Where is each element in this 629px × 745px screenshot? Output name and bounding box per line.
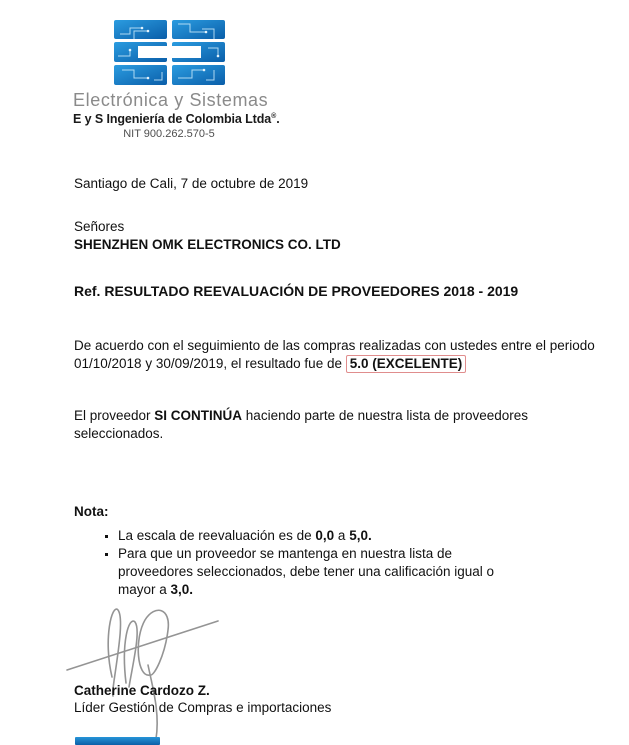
- status-emphasis: SI CONTINÚA: [154, 408, 243, 423]
- recipient-block: [74, 218, 341, 253]
- note1-mid: a: [334, 528, 350, 543]
- paragraph-status-tail: haciendo parte de nuestra lista de proveedores seleccionados.: [74, 408, 528, 441]
- note1-lead: La escala de reevaluación es de: [118, 528, 316, 543]
- signer-title: Líder Gestión de Compras e importaciones: [74, 700, 332, 715]
- registered-trademark-icon: ®: [271, 112, 277, 120]
- footer-blue-bar: [75, 737, 160, 745]
- letterhead: [73, 20, 280, 140]
- note1-max: 5,0.: [349, 528, 372, 543]
- note-item-scale: [118, 527, 526, 545]
- company-logo: [114, 20, 225, 85]
- signature-handwriting: [55, 597, 240, 745]
- company-legal-name: [73, 112, 280, 126]
- note2-lead: Para que un proveedor se mantenga en nuestra lista de proveedores seleccionados, debe tener una calificación igual o mayor a: [118, 546, 494, 597]
- brand-name: Electrónica y Sistemas: [73, 90, 269, 110]
- paragraph-status: [74, 407, 549, 442]
- signer-name: Catherine Cardozo Z.: [74, 683, 210, 698]
- date-line: Santiago de Cali, 7 de octubre de 2019: [74, 176, 309, 191]
- note2-threshold: 3,0.: [170, 582, 194, 597]
- company-nit: NIT 900.262.570-5: [123, 128, 215, 140]
- paragraph-result: [74, 337, 614, 372]
- note1-min: 0,0: [315, 528, 335, 543]
- reference-line: Ref. RESULTADO REEVALUACIÓN DE PROVEEDORES 2018 - 2019: [74, 283, 519, 299]
- recipient-name: SHENZHEN OMK ELECTRONICS CO. LTD: [74, 236, 341, 252]
- note-list: [74, 527, 526, 599]
- score-highlight: 5.0 (EXCELENTE): [346, 355, 467, 373]
- note-label: Nota:: [74, 504, 109, 519]
- company-name-suffix: .: [276, 112, 280, 126]
- company-name-text: E y S Ingeniería de Colombia Ltda: [73, 112, 272, 126]
- salutation: Señores: [74, 219, 125, 234]
- paragraph-status-lead: El proveedor: [74, 408, 155, 423]
- paragraph-result-text: De acuerdo con el seguimiento de las compras realizadas con ustedes entre el periodo 01/10/2018 y 30/09/2019, el resultado fue de: [74, 338, 595, 371]
- note-item-threshold: [118, 545, 526, 599]
